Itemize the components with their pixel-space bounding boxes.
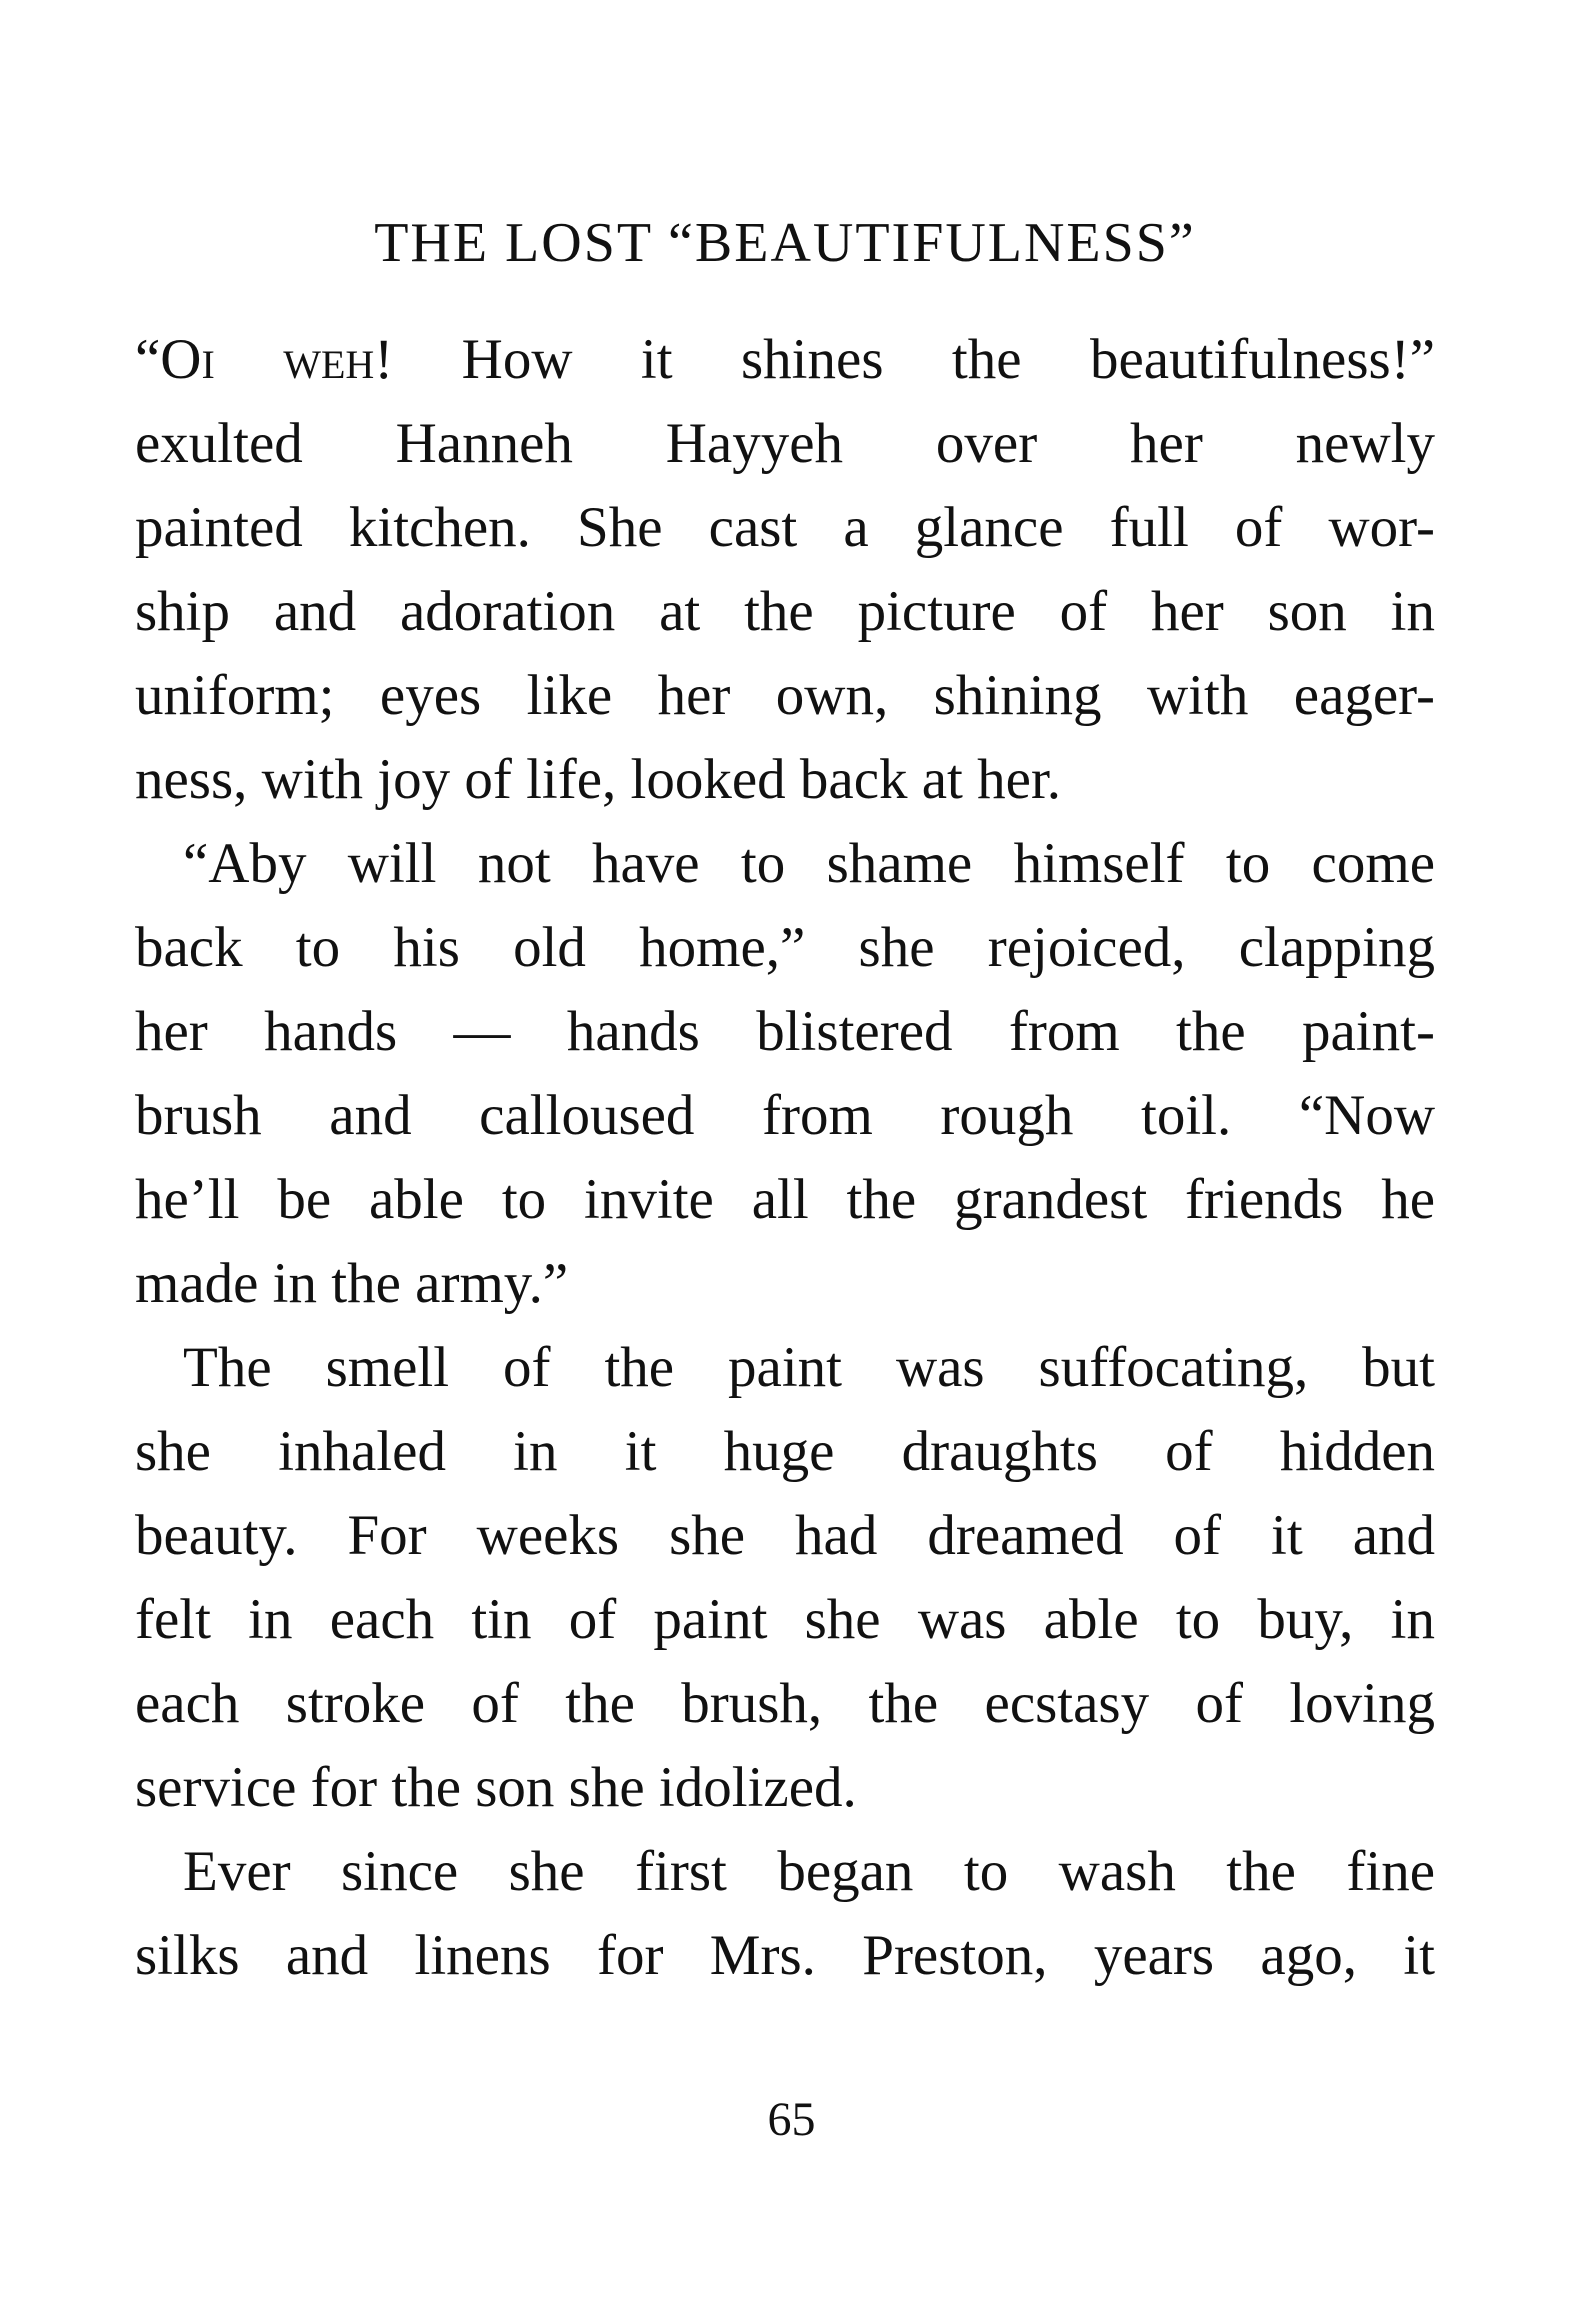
text-line: felt in each tin of paint she was able to buy, in	[135, 1588, 1435, 1651]
text-line: uniform; eyes like her own, shining with eager-	[135, 664, 1435, 727]
page-number: 65	[767, 2093, 816, 2146]
text-line: her hands — hands blistered from the paint-	[135, 1000, 1435, 1063]
text-line: he’ll be able to invite all the grandest friends he	[135, 1168, 1435, 1231]
text-line: ness, with joy of life, looked back at her.	[135, 748, 1062, 811]
text-line: made in the army.”	[135, 1252, 569, 1315]
text-line: “Aby will not have to shame himself to come	[183, 832, 1435, 895]
body-text	[135, 318, 1435, 1998]
text-line: beauty. For weeks she had dreamed of it and	[135, 1504, 1435, 1567]
opening-line-rest: ! How it shines the beautifulness!”	[374, 328, 1436, 391]
text-line: Ever since she first began to wash the fine	[183, 1840, 1435, 1903]
text-line: service for the son she idolized.	[135, 1756, 857, 1819]
text-line: brush and calloused from rough toil. “Now	[135, 1084, 1435, 1147]
small-caps-opening: “Oi weh	[135, 328, 375, 391]
text-line: painted kitchen. She cast a glance full of wor-	[135, 496, 1435, 559]
text-line: exulted Hanneh Hayyeh over her newly	[135, 412, 1435, 475]
text-line: silks and linens for Mrs. Preston, years ago, it	[135, 1924, 1435, 1987]
text-line: ship and adoration at the picture of her son in	[135, 580, 1435, 643]
running-head: THE LOST “BEAUTIFULNESS”	[374, 212, 1196, 274]
text-line: The smell of the paint was suffocating, but	[183, 1336, 1435, 1399]
paragraph-1-line-1	[135, 318, 1435, 402]
text-line: each stroke of the brush, the ecstasy of loving	[135, 1672, 1435, 1735]
text-line: back to his old home,” she rejoiced, clapping	[135, 916, 1435, 979]
text-line: she inhaled in it huge draughts of hidden	[135, 1420, 1435, 1483]
